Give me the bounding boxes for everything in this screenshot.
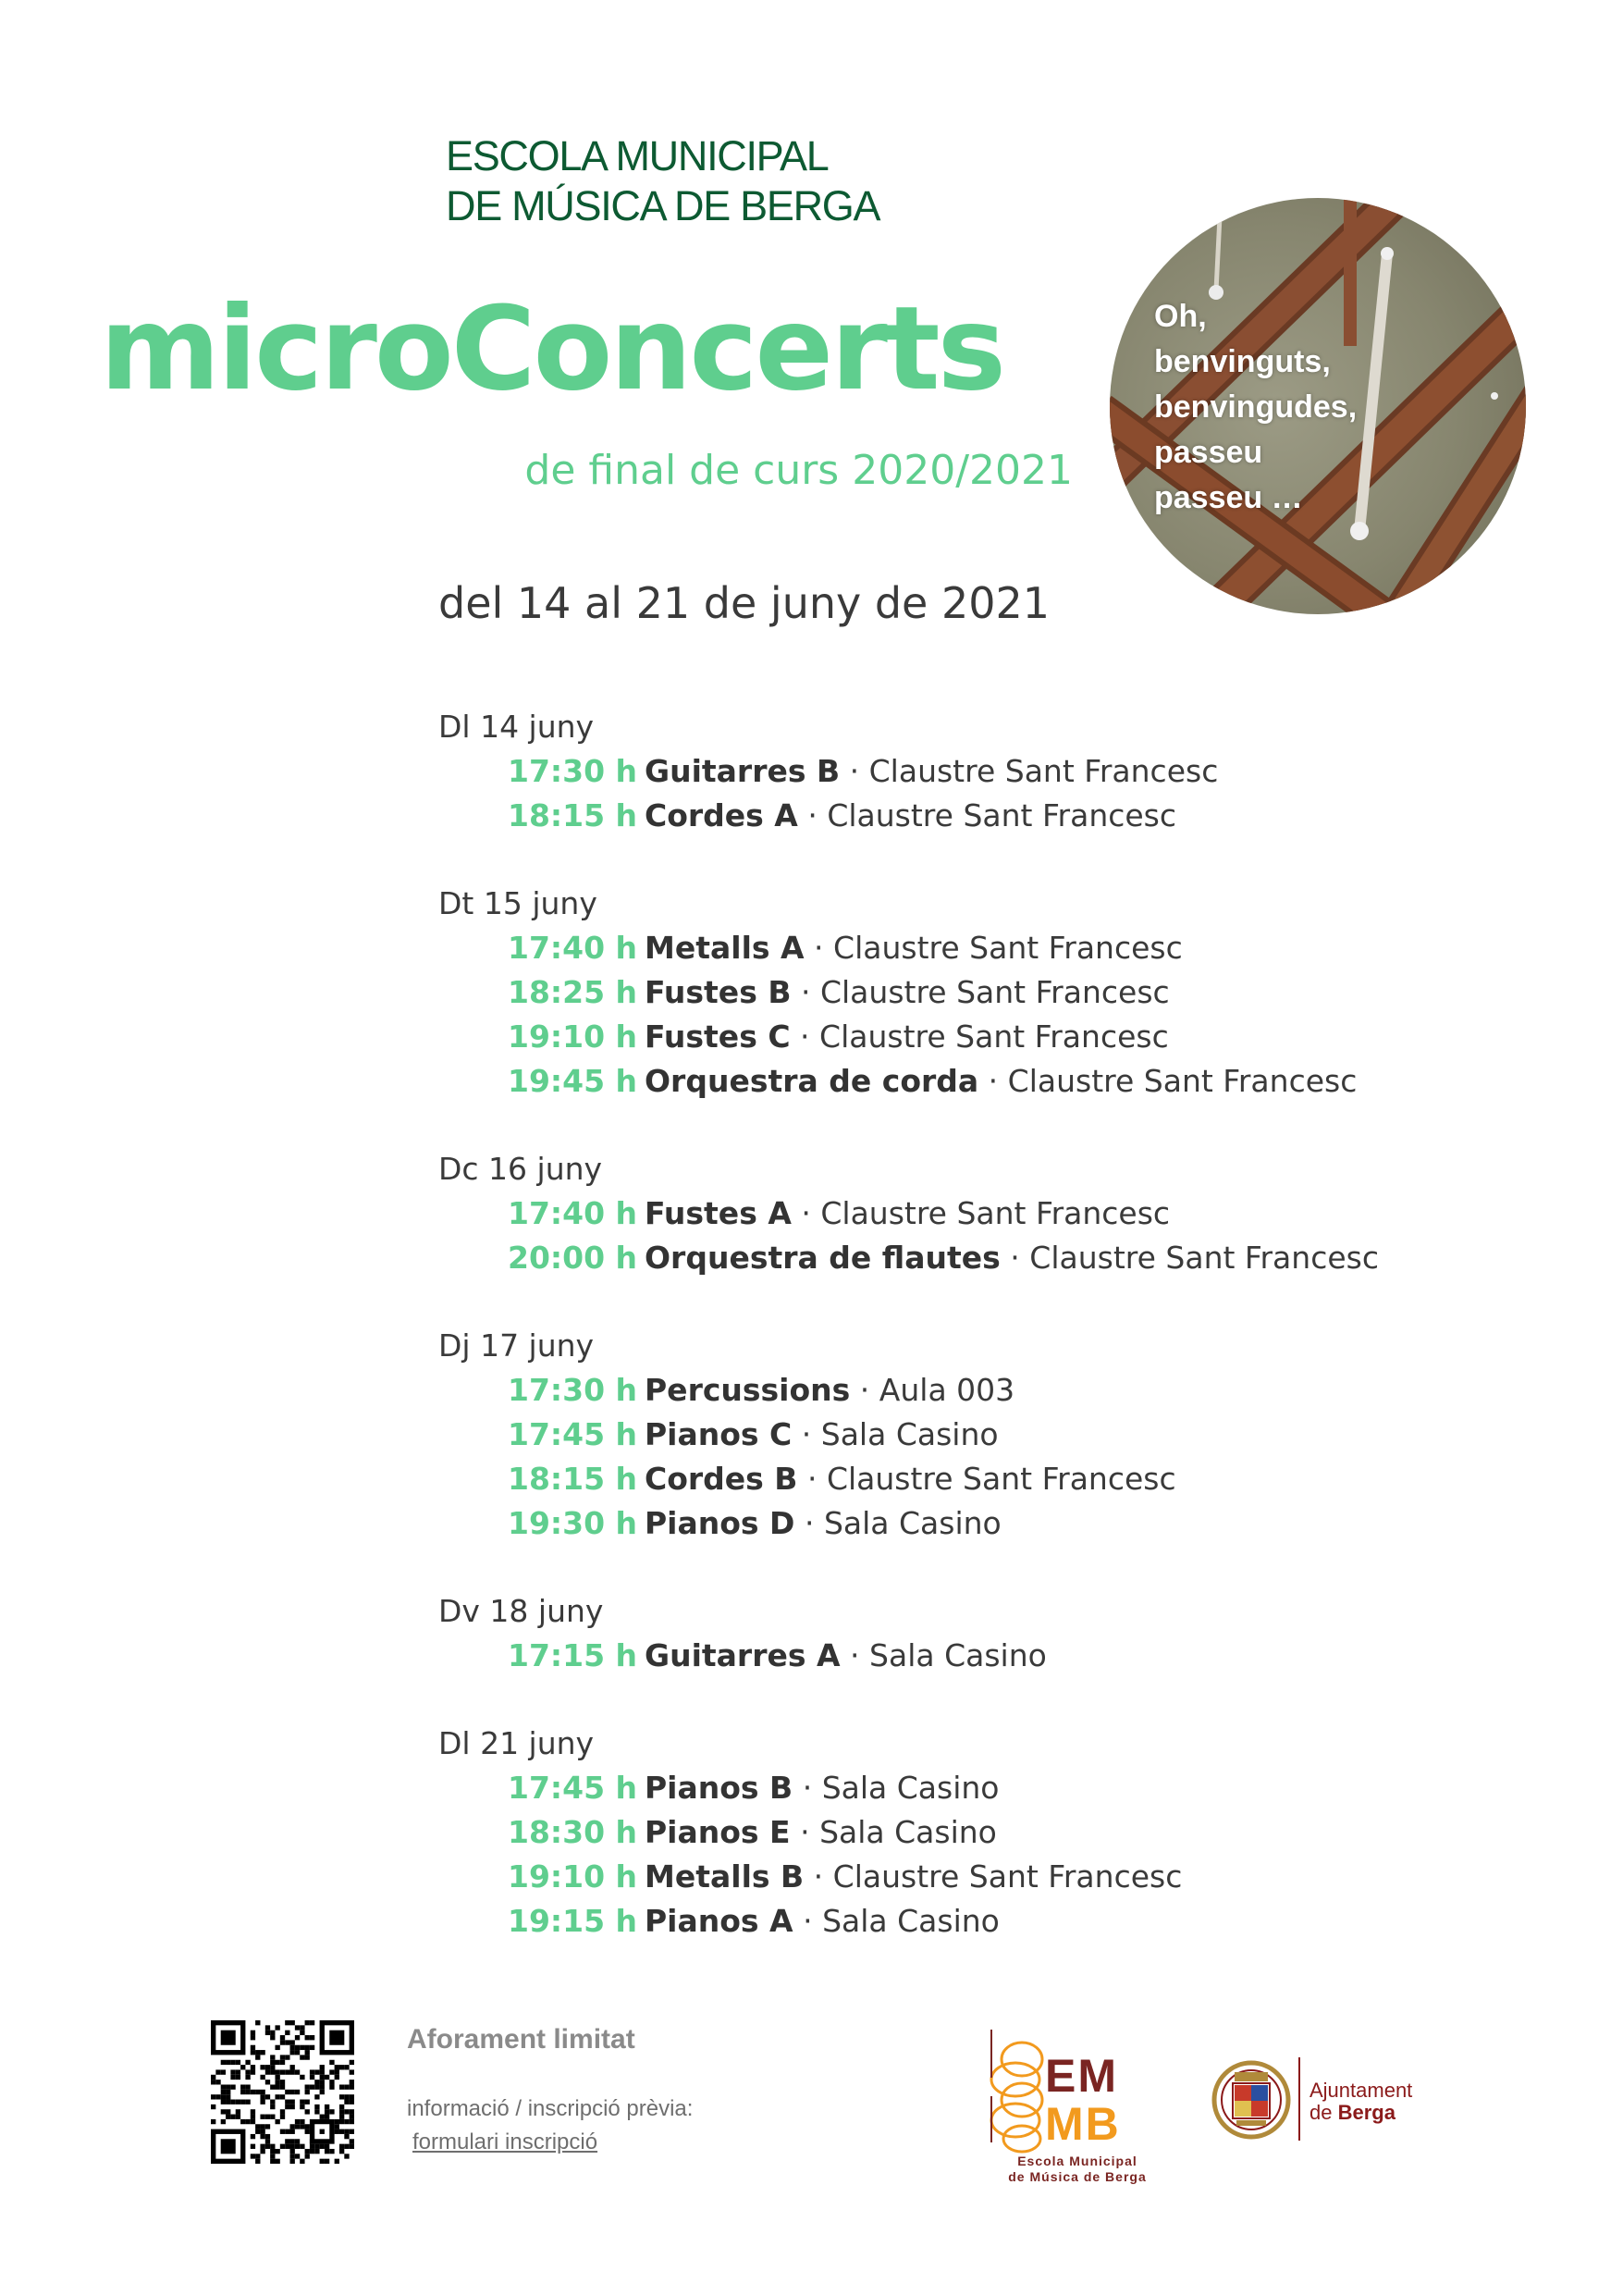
concert-name: Pianos E bbox=[645, 1814, 791, 1850]
ajuntament-line2-town: Berga bbox=[1337, 2101, 1396, 2124]
date-range: del 14 al 21 de juny de 2021 bbox=[438, 578, 1051, 628]
concert-name: Cordes A bbox=[645, 797, 798, 833]
concert-row bbox=[438, 1810, 1548, 1855]
concert-time: 17:40 h bbox=[508, 930, 638, 966]
welcome-line: benvinguts, bbox=[1154, 344, 1331, 379]
separator: · bbox=[791, 974, 820, 1010]
emmb-em-text: EM bbox=[1045, 2050, 1118, 2102]
concert-row bbox=[438, 1059, 1548, 1104]
concert-venue: Sala Casino bbox=[819, 1814, 997, 1850]
page-title: microConcerts bbox=[100, 282, 1003, 416]
ajuntament-line1: Ajuntament bbox=[1309, 2079, 1413, 2102]
concert-row bbox=[438, 1413, 1548, 1457]
concert-time: 19:45 h bbox=[508, 1063, 638, 1099]
concert-row bbox=[438, 926, 1548, 970]
concert-name: Metalls B bbox=[645, 1858, 805, 1895]
concert-row bbox=[438, 1766, 1548, 1810]
concert-name: Percussions bbox=[645, 1372, 851, 1408]
welcome-line: Oh, bbox=[1154, 299, 1207, 334]
logo-divider bbox=[1298, 2057, 1300, 2141]
separator: · bbox=[1000, 1240, 1030, 1276]
concert-time: 19:10 h bbox=[508, 1858, 638, 1895]
school-name-line2: DE MÚSICA DE BERGA bbox=[446, 182, 880, 229]
separator: · bbox=[790, 1814, 820, 1850]
schedule-day bbox=[438, 1722, 1548, 1944]
qr-code-icon[interactable] bbox=[211, 2020, 354, 2164]
concert-row bbox=[438, 1501, 1548, 1546]
concert-name: Pianos A bbox=[645, 1903, 793, 1939]
concert-time: 17:45 h bbox=[508, 1416, 638, 1452]
welcome-text bbox=[1154, 294, 1506, 521]
separator: · bbox=[804, 1858, 833, 1895]
concert-time: 19:30 h bbox=[508, 1505, 638, 1541]
ajuntament-logo bbox=[1210, 2055, 1441, 2148]
concert-venue: Claustre Sant Francesc bbox=[819, 974, 1170, 1010]
concert-row bbox=[438, 1015, 1548, 1059]
welcome-photo bbox=[1110, 198, 1526, 614]
concert-venue: Sala Casino bbox=[820, 1416, 999, 1452]
concert-venue: Sala Casino bbox=[869, 1637, 1047, 1673]
welcome-line: passeu bbox=[1154, 435, 1263, 470]
emmb-mb-text: MB bbox=[1045, 2098, 1121, 2150]
concert-name: Pianos D bbox=[645, 1505, 795, 1541]
separator: · bbox=[804, 930, 834, 966]
day-label: Dt 15 juny bbox=[438, 885, 597, 921]
concert-venue: Sala Casino bbox=[823, 1505, 1002, 1541]
separator: · bbox=[791, 1195, 821, 1231]
welcome-line: benvingudes, bbox=[1154, 389, 1358, 425]
separator: · bbox=[850, 1372, 879, 1408]
ajuntament-line2-prefix: de bbox=[1309, 2101, 1338, 2124]
registration-form-link[interactable]: formulari inscripció bbox=[412, 2129, 598, 2154]
info-label: informació / inscripció prèvia: bbox=[407, 2096, 694, 2121]
concert-time: 17:45 h bbox=[508, 1770, 638, 1806]
concert-row bbox=[438, 794, 1548, 838]
concert-row bbox=[438, 1236, 1548, 1280]
concert-name: Guitarres B bbox=[645, 753, 841, 789]
concert-venue: Claustre Sant Francesc bbox=[826, 1461, 1176, 1497]
school-name-line1: ESCOLA MUNICIPAL bbox=[446, 132, 829, 179]
concert-venue: Aula 003 bbox=[879, 1372, 1015, 1408]
concert-time: 19:10 h bbox=[508, 1018, 638, 1055]
school-name bbox=[446, 131, 1093, 231]
schedule-day bbox=[438, 1324, 1548, 1546]
concert-name: Pianos B bbox=[645, 1770, 793, 1806]
concert-row bbox=[438, 970, 1548, 1015]
concert-venue: Claustre Sant Francesc bbox=[832, 1858, 1183, 1895]
capacity-notice: Aforament limitat bbox=[407, 2024, 635, 2055]
concert-time: 18:30 h bbox=[508, 1814, 638, 1850]
ajuntament-line2 bbox=[1309, 2102, 1412, 2124]
day-label: Dl 21 juny bbox=[438, 1725, 595, 1761]
coat-of-arms-icon bbox=[1210, 2055, 1293, 2144]
concert-name: Orquestra de flautes bbox=[645, 1240, 1001, 1276]
concert-time: 17:30 h bbox=[508, 1372, 638, 1408]
welcome-line: passeu … bbox=[1154, 480, 1303, 515]
concert-venue: Claustre Sant Francesc bbox=[819, 1018, 1169, 1055]
concert-name: Cordes B bbox=[645, 1461, 798, 1497]
concert-schedule bbox=[438, 705, 1548, 1987]
day-label: Dj 17 juny bbox=[438, 1327, 595, 1364]
concert-venue: Sala Casino bbox=[822, 1903, 1000, 1939]
concert-name: Metalls A bbox=[645, 930, 805, 966]
concert-time: 20:00 h bbox=[508, 1240, 638, 1276]
separator: · bbox=[797, 797, 828, 833]
concert-name: Fustes C bbox=[645, 1018, 791, 1055]
concert-venue: Claustre Sant Francesc bbox=[868, 753, 1219, 789]
concert-time: 17:30 h bbox=[508, 753, 638, 789]
separator: · bbox=[840, 753, 869, 789]
ajuntament-name bbox=[1309, 2080, 1412, 2124]
concert-time: 19:15 h bbox=[508, 1903, 638, 1939]
concert-time: 17:15 h bbox=[508, 1637, 638, 1673]
concert-time: 18:25 h bbox=[508, 974, 638, 1010]
concert-row bbox=[438, 1191, 1548, 1236]
concert-row bbox=[438, 1899, 1548, 1944]
day-label: Dv 18 juny bbox=[438, 1593, 604, 1629]
separator: · bbox=[793, 1770, 822, 1806]
concert-name: Fustes A bbox=[645, 1195, 792, 1231]
schedule-day bbox=[438, 882, 1548, 1104]
day-label: Dl 14 juny bbox=[438, 709, 595, 745]
emmb-caption-line2: de Música de Berga bbox=[1008, 2169, 1147, 2184]
concert-venue: Claustre Sant Francesc bbox=[827, 797, 1177, 833]
separator: · bbox=[978, 1063, 1008, 1099]
concert-venue: Claustre Sant Francesc bbox=[1007, 1063, 1358, 1099]
concert-name: Fustes B bbox=[645, 974, 792, 1010]
concert-row bbox=[438, 1634, 1548, 1678]
concert-venue: Claustre Sant Francesc bbox=[820, 1195, 1171, 1231]
schedule-day bbox=[438, 1589, 1548, 1678]
schedule-day bbox=[438, 1147, 1548, 1280]
separator: · bbox=[793, 1903, 823, 1939]
concert-row bbox=[438, 1368, 1548, 1413]
day-label: Dc 16 juny bbox=[438, 1151, 603, 1187]
concert-venue: Claustre Sant Francesc bbox=[833, 930, 1183, 966]
emmb-logo bbox=[980, 2022, 1156, 2189]
emmb-caption-line1: Escola Municipal bbox=[1017, 2154, 1137, 2168]
schedule-day bbox=[438, 705, 1548, 838]
concert-venue: Sala Casino bbox=[821, 1770, 1000, 1806]
separator: · bbox=[794, 1505, 824, 1541]
concert-time: 18:15 h bbox=[508, 1461, 638, 1497]
separator: · bbox=[790, 1018, 820, 1055]
concert-name: Pianos C bbox=[645, 1416, 793, 1452]
page-subtitle: de final de curs 2020/2021 bbox=[524, 447, 1073, 494]
separator: · bbox=[792, 1416, 821, 1452]
concert-name: Guitarres A bbox=[645, 1637, 841, 1673]
concert-time: 18:15 h bbox=[508, 797, 638, 833]
concert-row bbox=[438, 1457, 1548, 1501]
concert-row bbox=[438, 749, 1548, 794]
separator: · bbox=[840, 1637, 870, 1673]
concert-time: 17:40 h bbox=[508, 1195, 638, 1231]
concert-venue: Claustre Sant Francesc bbox=[1029, 1240, 1379, 1276]
concert-row bbox=[438, 1855, 1548, 1899]
separator: · bbox=[797, 1461, 827, 1497]
concert-name: Orquestra de corda bbox=[645, 1063, 979, 1099]
